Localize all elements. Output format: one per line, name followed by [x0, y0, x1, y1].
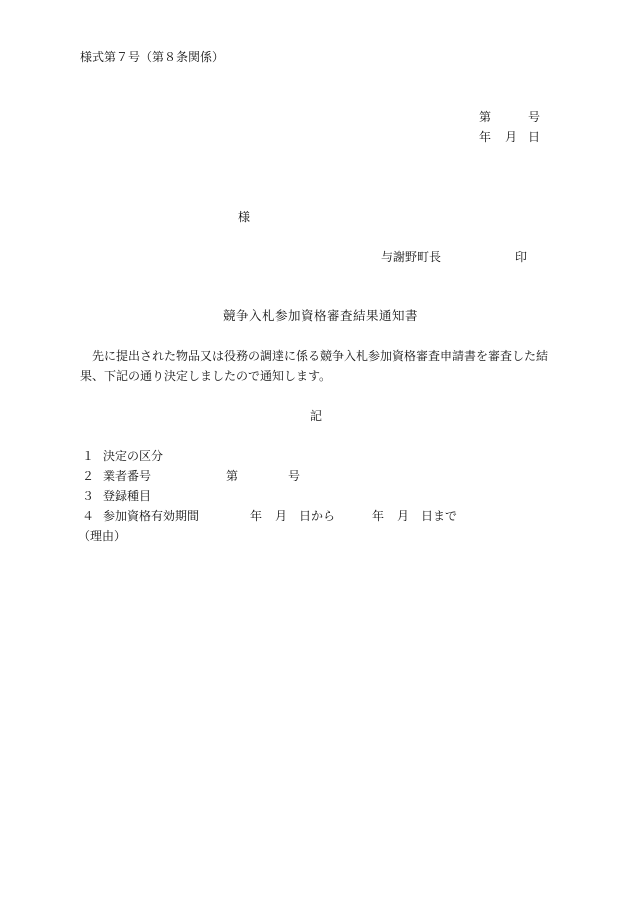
ki-heading: 記: [310, 409, 323, 423]
item-label: 参加資格有効期間: [103, 509, 200, 523]
item-number: ４: [82, 509, 95, 523]
body-paragraph: 先に提出された物品又は役務の調達に係る競争入札参加資格審査申請書を審査した結果、下記の通り決定しましたので通知します。: [80, 349, 549, 383]
vendor-number-prefix: 第: [226, 469, 239, 483]
date-month: 月: [505, 130, 518, 144]
form-number-label: 様式第７号（第８条関係）: [80, 50, 225, 64]
ref-number-prefix: 第: [479, 110, 492, 124]
item-label: 業者番号: [103, 469, 152, 483]
vendor-number-suffix: 号: [288, 469, 301, 483]
item-label: 決定の区分: [103, 449, 164, 463]
reason-label: （理由）: [78, 529, 127, 543]
date-year: 年: [479, 130, 492, 144]
start-day: 日から: [299, 509, 336, 523]
end-month: 月: [397, 509, 410, 523]
sender-title: 与謝野町長: [381, 250, 442, 264]
end-day: 日まで: [421, 509, 458, 523]
item-number: １: [82, 449, 95, 463]
end-year: 年: [372, 509, 385, 523]
item-number: ２: [82, 469, 95, 483]
addressee-honorific: 様: [238, 210, 251, 224]
start-month: 月: [275, 509, 288, 523]
start-year: 年: [250, 509, 263, 523]
date-day: 日: [528, 130, 541, 144]
item-number: ３: [82, 489, 95, 503]
document-title: 競争入札参加資格審査結果通知書: [223, 308, 419, 323]
item-label: 登録種目: [103, 489, 152, 503]
ref-number-suffix: 号: [528, 110, 541, 124]
seal-mark: 印: [515, 250, 528, 264]
